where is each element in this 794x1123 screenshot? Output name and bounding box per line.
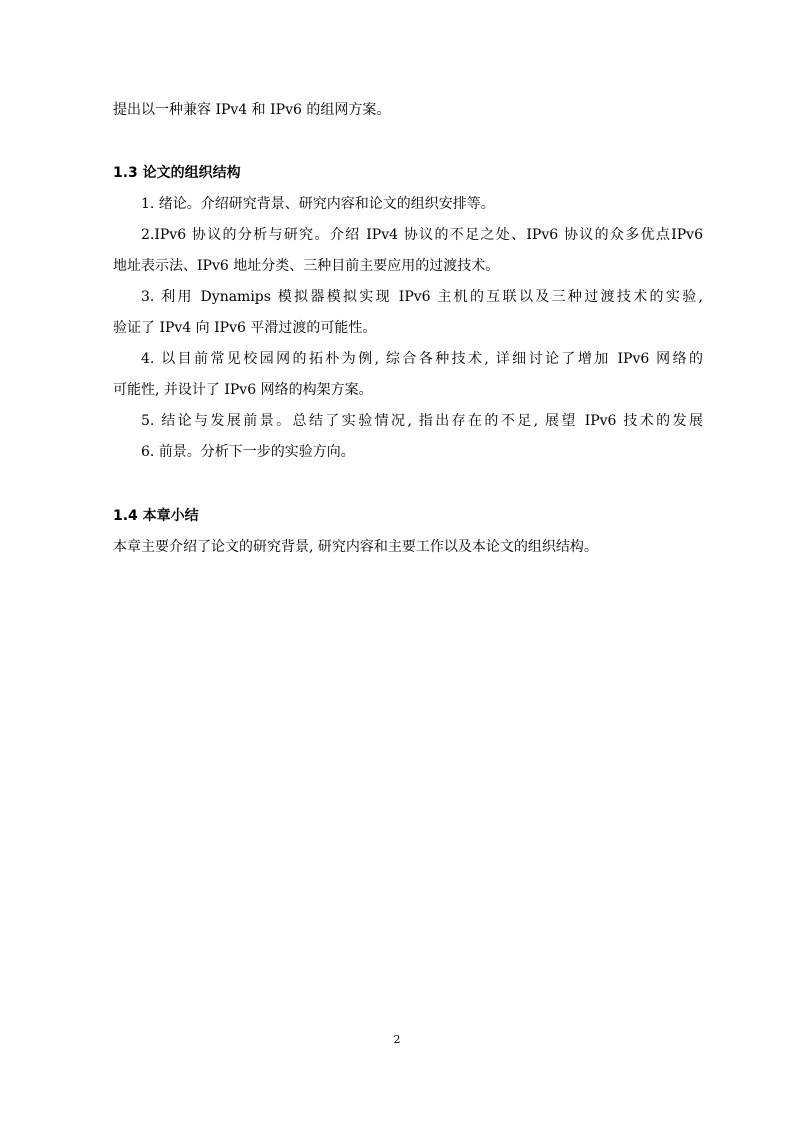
list-item-3-line-1: 3. 利用 Dynamips 模拟器模拟实现 IPv6 主机的互联以及三种过渡技术的实验,: [141, 289, 703, 305]
list-item-4-line-1: 4. 以目前常见校园网的拓朴为例, 综合各种技术, 详细讨论了增加 IPv6 网络的: [141, 351, 703, 367]
list-item-3-line-2: 验证了 IPv4 向 IPv6 平滑过渡的可能性。: [113, 320, 377, 336]
list-item-5: 5. 结论与发展前景。总结了实验情况, 指出存在的不足, 展望 IPv6 技术的发展: [141, 413, 703, 429]
section-heading-1-3: 1.3 论文的组织结构: [113, 165, 241, 181]
list-item-4-line-2: 可能性, 并设计了 IPv6 网络的构架方案。: [113, 382, 373, 398]
section-1-4-body: 本章主要介绍了论文的研究背景, 研究内容和主要工作以及本论文的组织结构。: [113, 539, 598, 555]
section-heading-1-4: 1.4 本章小结: [113, 508, 199, 524]
list-item-6: 6. 前景。分析下一步的实验方向。: [141, 444, 355, 460]
list-item-1: 1. 绪论。介绍研究背景、研究内容和论文的组织安排等。: [141, 196, 495, 212]
list-item-2-line-1: 2.IPv6 协议的分析与研究。介绍 IPv4 协议的不足之处、IPv6 协议的众多优点IPv6: [141, 227, 703, 243]
intro-paragraph: 提出以一种兼容 IPv4 和 IPv6 的组网方案。: [113, 102, 391, 118]
list-item-2-line-2: 地址表示法、IPv6 地址分类、三种目前主要应用的过渡技术。: [113, 258, 500, 274]
page-number: 2: [393, 1033, 401, 1046]
